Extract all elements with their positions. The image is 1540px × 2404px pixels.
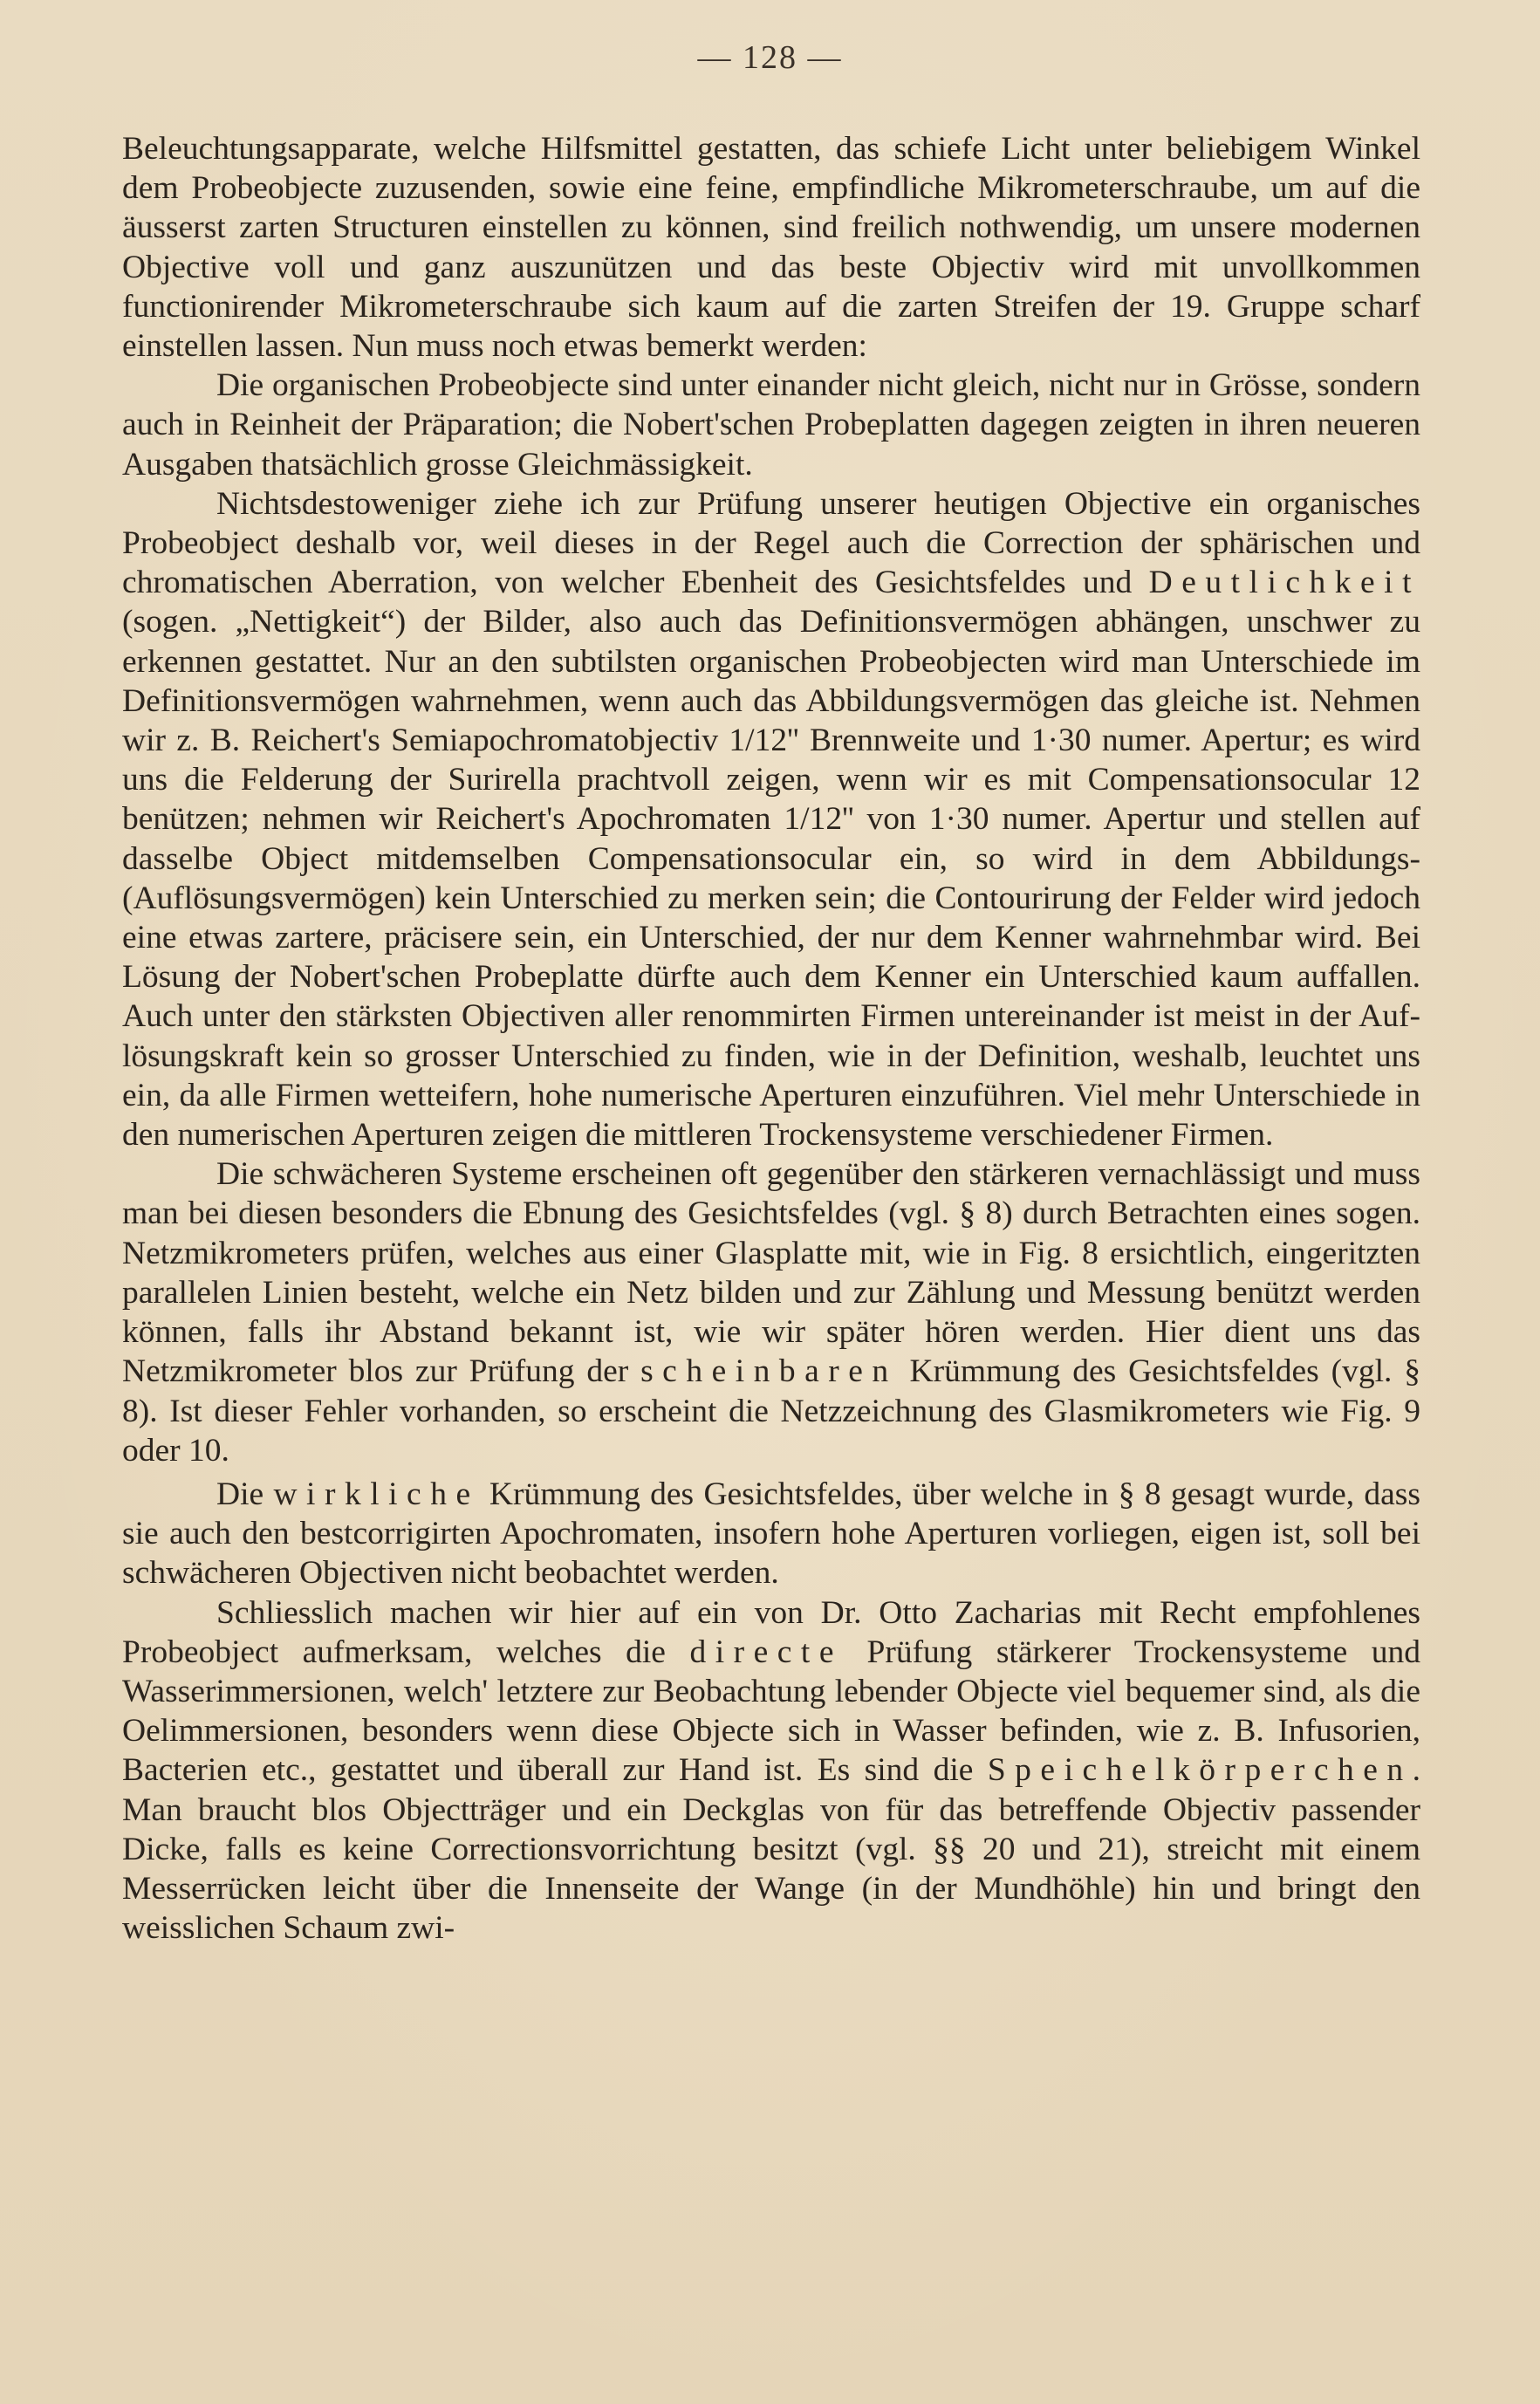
text-segment: . Man braucht blos Objectträger und ein Deckglas von für das betreffende Objectiv passender Dicke, falls es keine Correctionsvorrichtung besitzt (vgl. §§ 20 und 21), streicht mit einem Messerrücken leicht über die Innenseite der Wange (in der Mundhöhle) hin und bringt den weisslichen Schaum zwi- — [122, 1752, 1420, 1947]
emphasized-text: wirkliche — [273, 1476, 480, 1512]
text-segment: Schliesslich machen wir hier auf ein von Dr. Otto Zacharias mit Recht empfohlenes Probeobject aufmerksam, welches die — [122, 1594, 1420, 1670]
paragraph — [122, 1154, 1420, 1470]
emphasized-text: Deutlichkeit — [1148, 565, 1420, 601]
paragraph — [122, 366, 1420, 484]
text-segment: Krümmung des Gesichtsfeldes (vgl. § 8). Ist dieser Fehler vorhanden, so erscheint die Netzzeichnung des Glasmikrometers wie Fig. 9 oder 10. — [122, 1353, 1420, 1469]
paragraph — [122, 1475, 1420, 1593]
text-segment: (sogen. „Nettigkeit“) der Bilder, also auch das Definitionsvermögen abhängen, unschwer zu erkennen gestattet. Nur an den subtilsten organischen Probeobjecten wird man Unterschiede im Definitionsvermögen wahrnehmen, wenn auch das Abbildungsvermögen das gleiche ist. Nehmen wir z. B. Reichert's Semiapochromatobjectiv 1/12'' Brennweite und 1·30 numer. Apertur; es wird uns die Felderung der Surirella prachtvoll zeigen, wenn wir es mit Compensationsocular 12 benützen; nehmen wir Reichert's Apochromaten 1/12'' von 1·30 numer. Apertur und stellen auf dasselbe Object mitdemselben Compensationsocular ein, so wird in dem Abbildungs- (Auflösungsvermögen) kein Unterschied zu merken sein; die Contourirung der Felder wird jedoch eine etwas zartere, präcisere sein, ein Unterschied, der nur dem Kenner wahrnehmbar wird. Bei Lösung der Nobert'schen Probeplatte dürfte auch dem Kenner ein Unterschied kaum auffallen. Auch unter den stärksten Objectiven aller renommirten Firmen untereinander ist meist in der Auflösungskraft kein so grosser Unterschied zu finden, wie in der Definition, weshalb, leuchtet uns ein, da alle Firmen wetteifern, hohe numerische Aperturen einzuführen. Viel mehr Unterschiede in den numerischen Aperturen zeigen die mittleren Trockensysteme verschiedener Firmen. — [122, 604, 1420, 1154]
text-segment: Die — [216, 1476, 274, 1512]
emphasized-text: directe — [689, 1633, 843, 1670]
text-segment: Nichtsdestoweniger ziehe ich zur Prüfung unserer heutigen Objective ein organisches Probeobject deshalb vor, weil dieses in der Regel auch die Correction der sphärischen und chromatischen Aberration, von welcher Ebenheit des Gesichtsfeldes und — [122, 485, 1420, 601]
text-segment: Krümmung des Gesichtsfeldes, über welche in § 8 gesagt wurde, dass sie auch den bestcorrigirten Apochromaten, insofern hohe Aperturen vorliegen, eigen ist, soll bei schwächeren Objectiven nicht beobachtet werden. — [122, 1476, 1420, 1592]
paragraph — [122, 1593, 1420, 1949]
emphasized-text: scheinbaren — [640, 1353, 898, 1390]
emphasized-text: Speichelkörperchen — [987, 1752, 1413, 1789]
text-segment: Die organischen Probeobjecte sind unter einander nicht gleich, nicht nur in Grösse, sondern auch in Reinheit der Präparation; die Nobert'schen Probeplatten dagegen zeigten in ihren neueren Ausgaben thatsächlich grosse Gleichmässigkeit. — [122, 367, 1420, 483]
text-segment: Prüfung stärkerer Trockensysteme und Wasserimmersionen, welch' letztere zur Beobachtung lebender Objecte viel bequemer sind, als die Oelimmersionen, besonders wenn diese Objecte sich in Wasser befinden, wie z. B. Infusorien, Bacterien etc., gestattet und überall zur Hand ist. Es sind die — [122, 1633, 1420, 1789]
text-segment: Beleuchtungsapparate, welche Hilfsmittel gestatten, das schiefe Licht unter beliebigem Winkel dem Probeobjecte zuzusenden, sowie eine feine, empfindliche Mikrometerschraube, um auf die äusserst zarten Structuren einstellen zu können, sind freilich nothwendig, um unsere modernen Objective voll und ganz auszunützen und das beste Objectiv wird mit unvollkommen functionirender Mikrometerschraube sich kaum auf die zarten Streifen der 19. Gruppe scharf einstellen lassen. Nun muss noch etwas bemerkt werden: — [122, 131, 1420, 365]
text-segment: Die schwächeren Systeme erscheinen oft gegenüber den stärkeren vernachlässigt und muss man bei diesen besonders die Ebnung des Gesichtsfeldes (vgl. § 8) durch Betrachten eines sogen. Netzmikrometers prüfen, welches aus einer Glasplatte mit, wie in Fig. 8 ersichtlich, eingeritzten parallelen Linien besteht, welche ein Netz bilden und zur Zählung und Messung benützt werden können, falls ihr Abstand bekannt ist, wie wir später hören werden. Hier dient uns das Netzmikrometer blos zur Prüfung der — [122, 1156, 1420, 1390]
page-number: — 128 — — [697, 39, 843, 76]
paragraph — [122, 484, 1420, 1154]
paragraph — [122, 129, 1420, 366]
body-text — [122, 129, 1420, 1948]
